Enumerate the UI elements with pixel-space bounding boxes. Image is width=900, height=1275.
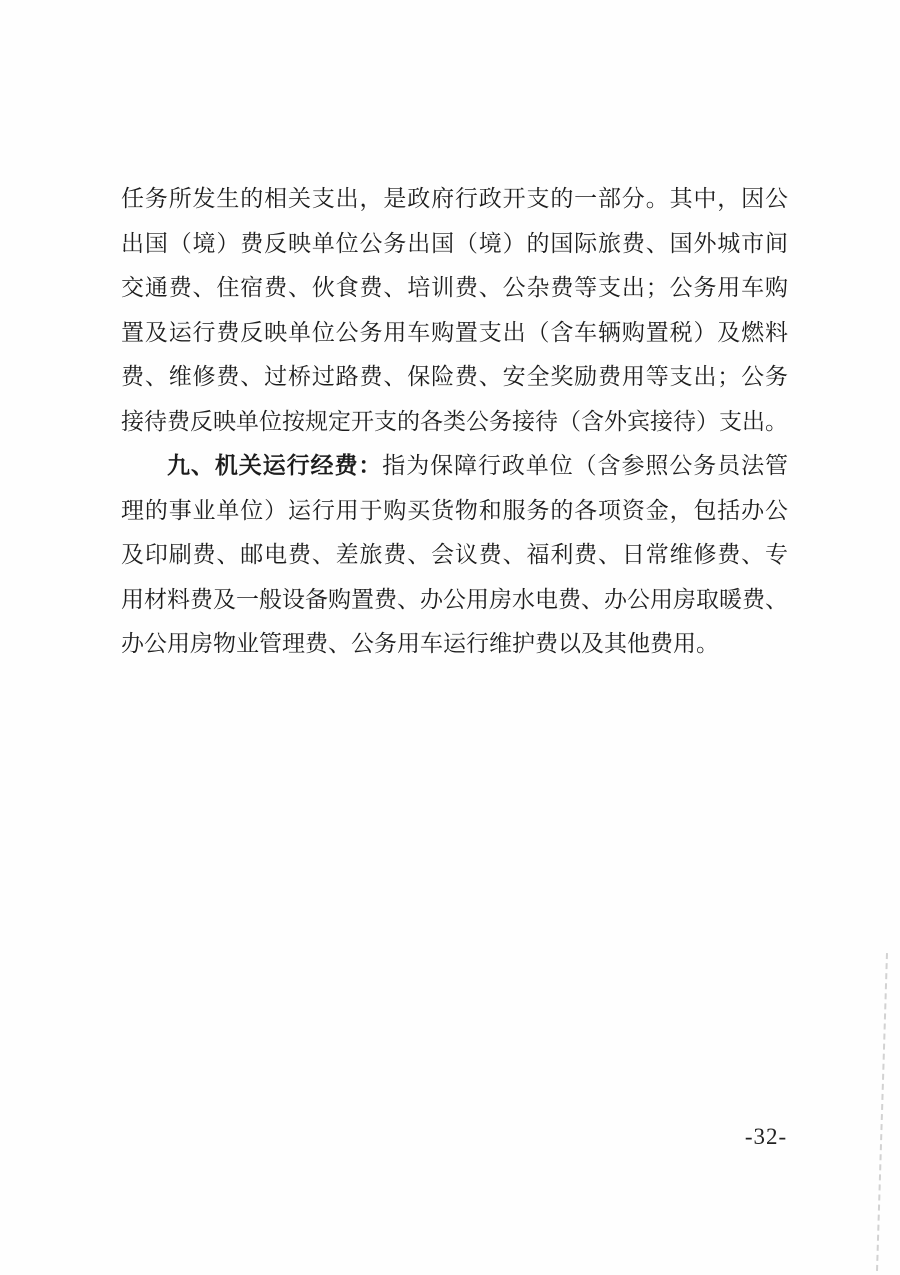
paragraph-section-nine: [121, 444, 788, 667]
text-line: 及印刷费、邮电费、差旅费、会议费、福利费、日常维修费、专: [121, 542, 788, 567]
body-text: [121, 177, 788, 667]
text-line: 交通费、住宿费、伙食费、培训费、公杂费等支出；公务用车购: [121, 275, 788, 300]
text-line: 出国（境）费反映单位公务出国（境）的国际旅费、国外城市间: [121, 230, 788, 256]
section-heading-text: 指为保障行政单位（含参照公务员法管: [382, 453, 789, 478]
text-line: 用材料费及一般设备购置费、办公用房水电费、办公用房取暖费、: [121, 586, 788, 612]
section-heading-line: [121, 444, 788, 489]
text-line: 办公用房物业管理费、公务用车运行维护费以及其他费用。: [121, 631, 719, 656]
scan-artifact-dashed-line: [876, 953, 888, 1271]
text-line: 任务所发生的相关支出，是政府行政开支的一部分。其中，因公: [121, 186, 788, 211]
section-heading-label: 九、机关运行经费：: [167, 453, 383, 478]
paragraph-continued: [121, 177, 788, 444]
text-line: 置及运行费反映单位公务用车购置支出（含车辆购置税）及燃料: [121, 319, 788, 345]
text-line: 费、维修费、过桥过路费、保险费、安全奖励费用等支出；公务: [121, 364, 788, 389]
text-line: 理的事业单位）运行用于购买货物和服务的各项资金，包括办公: [121, 497, 788, 523]
page-number: -32-: [744, 1124, 788, 1149]
text-line: 接待费反映单位按规定开支的各类公务接待（含外宾接待）支出。: [121, 408, 788, 434]
